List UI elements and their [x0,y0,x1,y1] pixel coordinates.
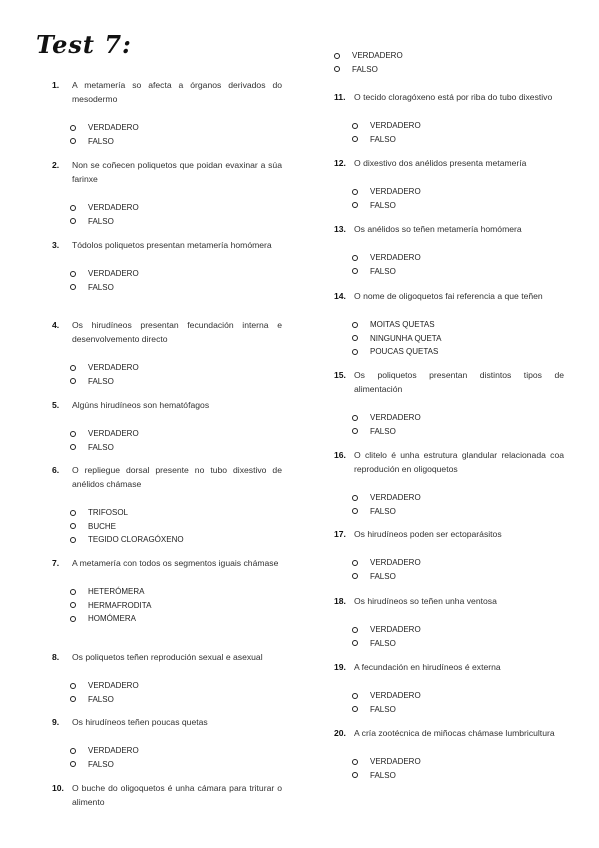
option-item[interactable] [352,556,564,570]
circle-bullet-icon [70,218,76,224]
circle-bullet-icon [352,627,358,633]
option-item[interactable] [352,411,564,425]
option-item[interactable] [70,121,282,135]
option-item[interactable] [70,267,282,281]
circle-bullet-icon [352,573,358,579]
circle-bullet-icon [352,415,358,421]
option-item[interactable] [70,361,282,375]
circle-bullet-icon [70,125,76,131]
question-number: 4. [52,320,60,330]
option-label: FALSO [370,770,396,780]
option-label: HOMÓMERA [88,614,136,623]
option-label: VERDADERO [88,681,139,690]
question-13 [334,222,564,278]
option-item[interactable] [334,63,564,77]
option-label: VERDADERO [370,493,421,502]
option-item[interactable] [70,135,282,149]
question-text: Os hirudíneos poden ser ectoparásitos [354,529,502,539]
circle-bullet-icon [352,772,358,778]
option-label: VERDADERO [370,558,421,567]
option-item[interactable] [352,332,564,346]
option-item[interactable] [70,744,282,758]
option-label: TEGIDO CLORAGÓXENO [88,535,184,544]
circle-bullet-icon [70,365,76,371]
circle-bullet-icon [70,696,76,702]
circle-bullet-icon [70,616,76,622]
circle-bullet-icon [70,510,76,516]
circle-bullet-icon [70,205,76,211]
question-text: O dixestivo dos anélidos presenta metamería [354,158,527,168]
option-item[interactable] [352,703,564,717]
option-label: BUCHE [88,521,117,531]
question-19 [334,660,564,716]
circle-bullet-icon [70,444,76,450]
circle-bullet-icon [70,271,76,277]
option-label: VERDADERO [88,363,139,372]
question-text: O buche do oligoquetos é unha cámara para triturar o alimento [72,783,282,807]
option-label: MOITAS QUETAS [370,320,435,329]
circle-bullet-icon [352,123,358,129]
question-number: 8. [52,652,60,662]
question-text: A metamería con todos os segmentos iguais chámase [72,558,279,568]
question-11 [334,90,564,146]
circle-bullet-icon [334,53,340,59]
question-number: 1. [52,80,60,90]
question-14 [334,289,564,359]
option-item[interactable] [70,679,282,693]
option-item[interactable] [70,693,282,707]
question-number: 12. [334,158,346,168]
circle-bullet-icon [70,431,76,437]
question-number: 15. [334,370,346,380]
option-label: VERDADERO [88,123,139,132]
option-item[interactable] [352,199,564,213]
question-18 [334,594,564,650]
option-item[interactable] [70,585,282,599]
question-6 [52,463,282,547]
option-item[interactable] [352,133,564,147]
option-item[interactable] [70,758,282,772]
option-label: FALSO [88,376,114,386]
option-label: FALSO [88,442,114,452]
option-label: VERDADERO [88,203,139,212]
question-4 [52,318,282,388]
circle-bullet-icon [70,748,76,754]
circle-bullet-icon [70,589,76,595]
option-item[interactable] [70,599,282,613]
option-item[interactable] [70,427,282,441]
question-10-options [334,49,564,76]
circle-bullet-icon [70,602,76,608]
option-item[interactable] [70,281,282,295]
question-number: 11. [334,92,346,102]
option-item[interactable] [70,520,282,534]
question-text: Os hirudíneos so teñen unha ventosa [354,596,497,606]
option-label: VERDADERO [352,51,403,60]
circle-bullet-icon [352,335,358,341]
option-label: FALSO [370,638,396,648]
circle-bullet-icon [70,138,76,144]
question-17 [334,527,564,583]
option-item[interactable] [352,505,564,519]
circle-bullet-icon [352,428,358,434]
option-item[interactable] [70,215,282,229]
circle-bullet-icon [352,349,358,355]
option-label: VERDADERO [88,269,139,278]
option-label: FALSO [370,426,396,436]
option-label: FALSO [370,200,396,210]
option-item[interactable] [70,201,282,215]
option-label: FALSO [370,704,396,714]
option-item[interactable] [70,441,282,455]
question-number: 2. [52,160,60,170]
circle-bullet-icon [70,761,76,767]
option-item[interactable] [352,755,564,769]
option-item[interactable] [352,265,564,279]
question-text: Os poliquetos teñen reprodución sexual e asexual [72,652,263,662]
option-label: VERDADERO [370,691,421,700]
option-item[interactable] [70,375,282,389]
option-label: FALSO [88,282,114,292]
option-item[interactable] [352,119,564,133]
question-number: 20. [334,728,346,738]
option-label: FALSO [88,216,114,226]
question-number: 17. [334,529,346,539]
question-9 [52,715,282,771]
circle-bullet-icon [70,537,76,543]
question-text: Os hirudíneos presentan fecundación interna e desenvolvemento directo [72,320,282,344]
option-item[interactable] [70,612,282,626]
option-item[interactable] [352,637,564,651]
option-item[interactable] [352,689,564,703]
option-label: VERDADERO [370,413,421,422]
option-label: FALSO [370,571,396,581]
option-label: VERDADERO [370,121,421,130]
question-1 [52,78,282,148]
question-7 [52,556,282,626]
question-number: 16. [334,450,346,460]
question-number: 18. [334,596,346,606]
circle-bullet-icon [352,202,358,208]
option-label: POUCAS QUETAS [370,347,439,356]
option-item[interactable] [352,570,564,584]
circle-bullet-icon [352,759,358,765]
option-label: VERDADERO [370,757,421,766]
question-text: O tecido cloragóxeno está por riba do tubo dixestivo [354,92,553,102]
option-item[interactable] [70,533,282,547]
question-text: A fecundación en hirudíneos é externa [354,662,501,672]
circle-bullet-icon [352,693,358,699]
circle-bullet-icon [70,284,76,290]
question-text: A metamería so afecta a órganos derivados do mesodermo [72,80,282,104]
question-16 [334,448,564,518]
option-item[interactable] [70,506,282,520]
question-number: 9. [52,717,60,727]
option-item[interactable] [352,769,564,783]
circle-bullet-icon [352,136,358,142]
question-text: Non se coñecen poliquetos que poidan evaxinar a súa farinxe [72,160,282,184]
option-label: FALSO [88,136,114,146]
option-label: NINGUNHA QUETA [370,333,442,343]
option-label: VERDADERO [88,429,139,438]
circle-bullet-icon [352,189,358,195]
circle-bullet-icon [70,378,76,384]
question-text: Algúns hirudíneos son hematófagos [72,400,210,410]
option-item[interactable] [352,623,564,637]
option-item[interactable] [352,425,564,439]
option-label: HERMAFRODITA [88,600,152,610]
option-item[interactable] [352,318,564,332]
question-12 [334,156,564,212]
option-item[interactable] [352,491,564,505]
circle-bullet-icon [352,640,358,646]
circle-bullet-icon [70,523,76,529]
question-text: A cría zootécnica de miñocas chámase lumbricultura [354,728,555,738]
question-5 [52,398,282,454]
question-2 [52,158,282,228]
option-label: FALSO [370,134,396,144]
question-15 [334,368,564,438]
option-label: VERDADERO [88,746,139,755]
option-label: VERDADERO [370,625,421,634]
option-label: TRIFOSOL [88,508,129,517]
question-text: Os hirudíneos teñen poucas quetas [72,717,208,727]
option-item[interactable] [352,251,564,265]
question-number: 10. [52,783,64,793]
option-label: VERDADERO [370,187,421,196]
circle-bullet-icon [70,683,76,689]
question-20 [334,726,564,782]
circle-bullet-icon [352,706,358,712]
question-number: 14. [334,291,346,301]
option-item[interactable] [334,49,564,63]
question-number: 3. [52,240,60,250]
circle-bullet-icon [352,268,358,274]
circle-bullet-icon [352,560,358,566]
question-number: 6. [52,465,60,475]
question-text: O repliegue dorsal presente no tubo dixestivo de anélidos chámase [72,465,282,489]
circle-bullet-icon [352,255,358,261]
question-text: Tódolos poliquetos presentan metamería homómera [72,240,272,250]
option-label: VERDADERO [370,253,421,262]
question-10 [52,781,282,809]
question-3 [52,238,282,294]
option-label: FALSO [370,506,396,516]
question-text: O clitelo é unha estrutura glandular relacionada coa reprodución en oligoquetos [354,450,564,474]
question-number: 19. [334,662,346,672]
option-item[interactable] [352,345,564,359]
question-number: 13. [334,224,346,234]
circle-bullet-icon [334,66,340,72]
option-label: FALSO [88,694,114,704]
question-8 [52,650,282,706]
question-number: 5. [52,400,60,410]
question-text: Os anélidos so teñen metamería homómera [354,224,522,234]
question-text: O nome de oligoquetos fai referencia a que teñen [354,291,543,301]
circle-bullet-icon [352,322,358,328]
option-label: HETERÓMERA [88,587,145,596]
page-title: Test 7: [36,30,132,59]
question-number: 7. [52,558,60,568]
option-label: FALSO [352,64,378,74]
question-text: Os poliquetos presentan distintos tipos de alimentación [354,370,564,394]
circle-bullet-icon [352,508,358,514]
option-item[interactable] [352,185,564,199]
option-label: FALSO [370,266,396,276]
option-label: FALSO [88,759,114,769]
circle-bullet-icon [352,495,358,501]
